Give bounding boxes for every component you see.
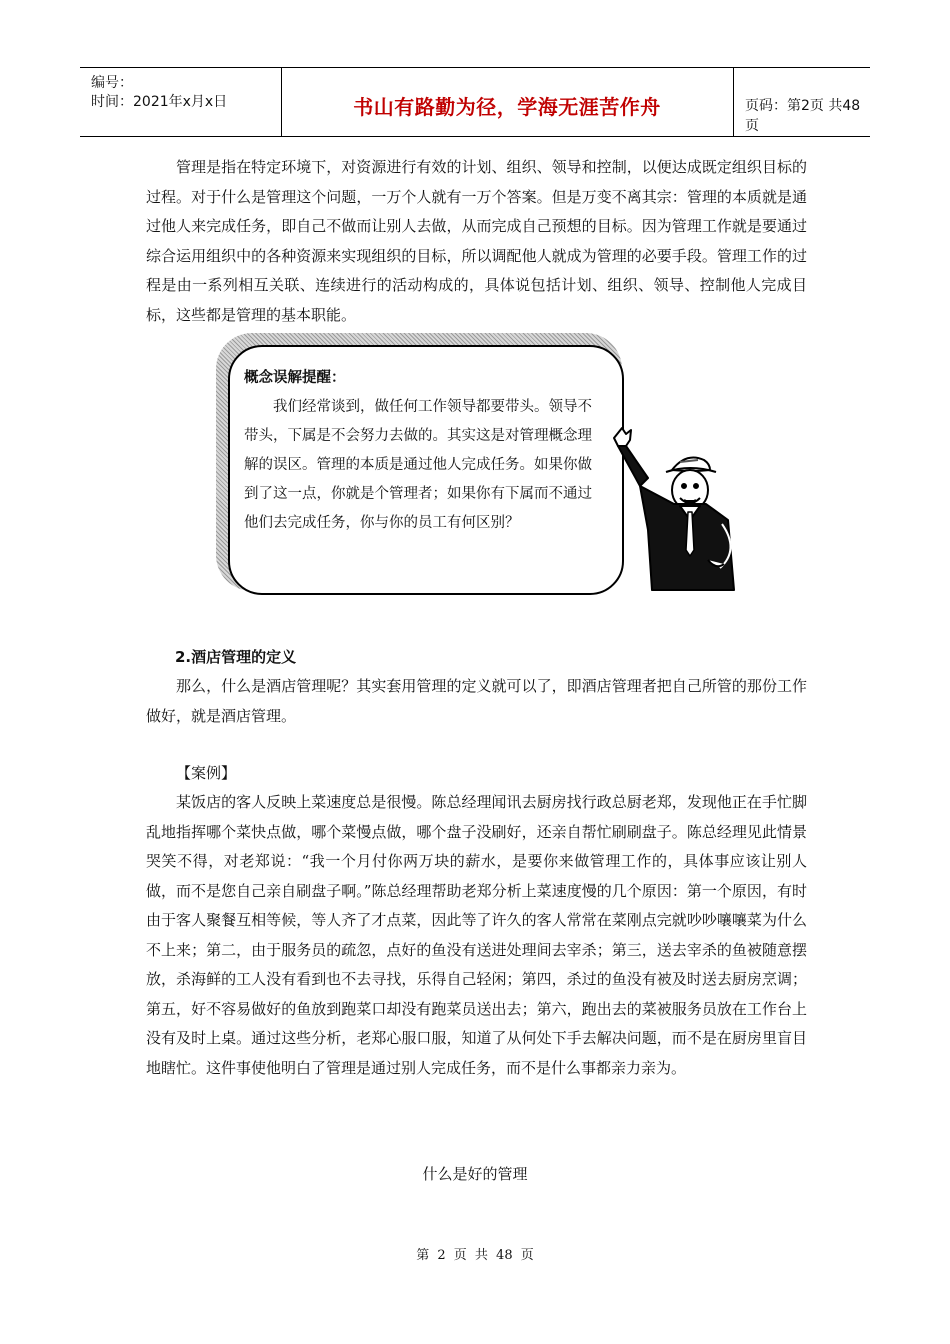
case-text: 某饭店的客人反映上菜速度总是很慢。陈总经理闻讯去厨房找行政总厨老郑，发现他正在手忙脚乱地指挥哪个菜快点做，哪个菜慢点做，哪个盘子没刷好，还亲自帮忙刷刷盘子。陈总经理见此情景哭笑不得，对老郑说：“我一个月付你两万块的薪水，是要你来做管理工作的，具体事应该让别人做，而不是您自己亲自刷盘子啊。”陈总经理帮助老郑分析上菜速度慢的几个原因：第一个原因，有时由于客人聚餐互相等候，等人齐了才点菜，因此等了许久的客人常常在菜刚点完就吵吵嚷嚷菜为什么不上来；第二，由于服务员的疏忽，点好的鱼没有送进处理间去宰杀；第三，送去宰杀的鱼被随意摆放，杀海鲜的工人没有看到也不去寻找，乐得自己轻闲；第四，杀过的鱼没有被及时送去厨房烹调；第五，好不容易做好的鱼放到跑菜口却没有跑菜员送出去；第六，跑出去的菜被服务员放在工作台上没有及时上桌。通过这些分析，老郑心服口服，知道了从何处下手去解决问题，而不是在厨房里盲目地瞎忙。这件事使他明白了管理是通过别人完成任务，而不是什么事都亲力亲为。 [146,793,807,1077]
header-page-cell [734,68,870,136]
section-heading: 2.酒店管理的定义 [175,648,297,666]
cartoon-manager-illustration [600,400,750,600]
case-label-paragraph [146,759,807,789]
callout-body: 我们经常谈到，做任何工作领导都要带头。领导不带头，下属是不会努力去做的。其实这是对管理概念理解的误区。管理的本质是通过他人完成任务。如果你做到了这一点，你就是个管理者；如果你有下属而不通过他们去完成任务，你与你的员工有何区别？ [244,399,592,531]
callout-title: 概念误解提醒： [244,370,346,386]
intro-paragraph [146,153,807,330]
document-header [80,67,870,137]
page-footer: 第 2 页 共 48 页 [416,1248,534,1263]
intro-text: 管理是指在特定环境下，对资源进行有效的计划、组织、领导和控制，以便达成既定组织目标的过程。对于什么是管理这个问题，一万个人就有一万个答案。但是万变不离其宗：管理的本质就是通过他人来完成任务，即自己不做而让别人去做，从而完成自己预想的目标。因为管理工作就是要通过综合运用组织中的各种资源来实现组织的目标，所以调配他人就成为管理的必要手段。管理工作的过程是由一系列相互关联、连续进行的活动构成的，具体说包括计划、组织、领导、控制他人完成目标，这些都是管理的基本职能。 [146,158,807,324]
case-label: 【案例】 [176,764,237,782]
case-paragraph [146,788,807,1083]
definition-text: 那么，什么是酒店管理呢？其实套用管理的定义就可以了，即酒店管理者把自己所管的那份工作做好，就是酒店管理。 [146,677,807,725]
subtitle: 什么是好的管理 [422,1165,528,1183]
header-meta-cell [80,68,282,136]
callout-text [244,364,604,538]
header-motto-cell [281,68,734,136]
number-label: 编号： [91,75,133,91]
callout-body-wrap [244,393,604,538]
page-label: 页码：第2页 共48页 [745,98,861,134]
definition-paragraph [146,672,807,731]
motto: 书山有路勤为径，学海无涯苦作舟 [353,95,661,119]
date-label: 时间：2021年x月x日 [91,94,228,110]
